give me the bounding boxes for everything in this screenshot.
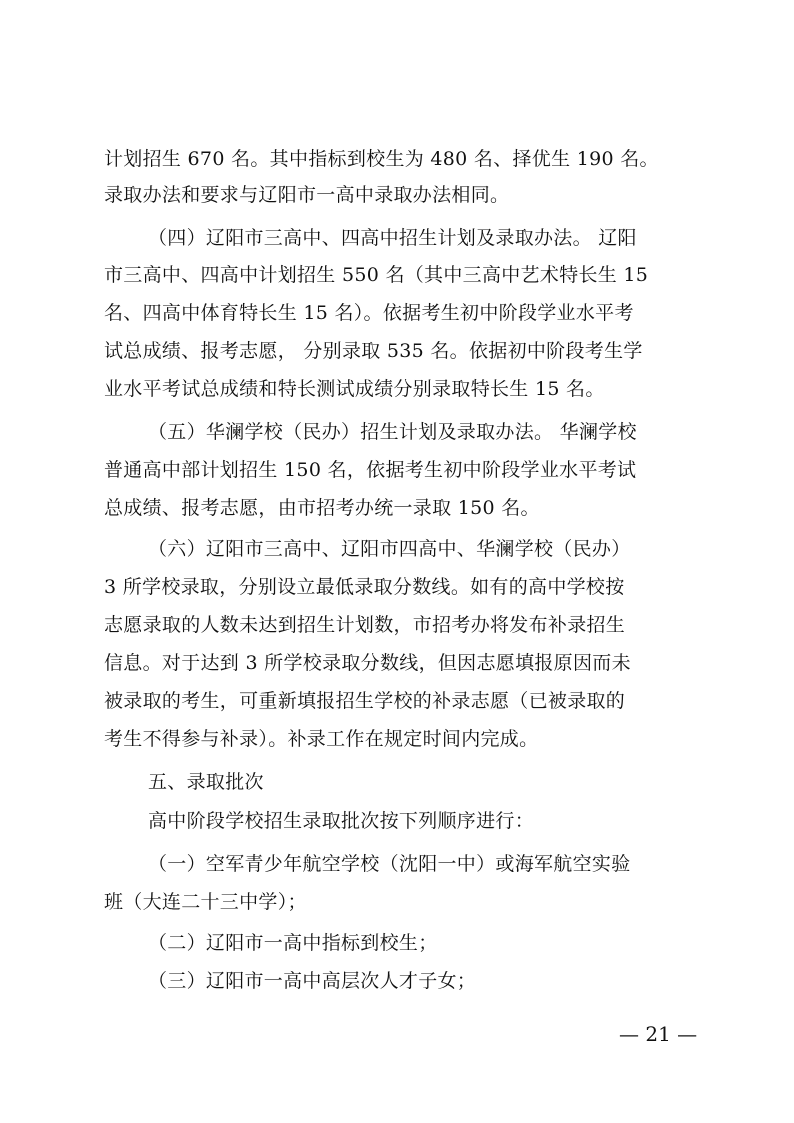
- text-line: 市三高中、四高中计划招生 550 名（其中三高中艺术特长生 15: [104, 264, 649, 286]
- text-line: 录取办法和要求与辽阳市一高中录取办法相同。: [104, 184, 510, 206]
- text-line: 名、四高中体育特长生 15 名）。依据考生初中阶段学业水平考: [104, 302, 634, 324]
- text-line: 总成绩、报考志愿，由市招考办统一录取 150 名。: [104, 497, 540, 519]
- text-line: 3 所学校录取，分别设立最低录取分数线。如有的高中学校按: [104, 576, 625, 598]
- text-line: （四）辽阳市三高中、四高中招生计划及录取办法。 辽阳: [148, 227, 637, 249]
- list-item: （一）空军青少年航空学校（沈阳一中）或海军航空实验: [148, 853, 631, 875]
- text-line: 普通高中部计划招生 150 名，依据考生初中阶段学业水平考试: [104, 459, 637, 481]
- section-heading: 五、录取批次: [148, 771, 264, 793]
- text-line: 考生不得参与补录）。补录工作在规定时间内完成。: [104, 728, 539, 750]
- list-item: （三）辽阳市一高中高层次人才子女；: [148, 970, 477, 992]
- text-line: （五）华澜学校（民办）招生计划及录取办法。 华澜学校: [148, 421, 637, 443]
- text-line: 志愿录取的人数未达到招生计划数，市招考办将发布补录招生: [104, 614, 626, 636]
- text-line: 试总成绩、报考志愿， 分别录取 535 名。依据初中阶段考生学: [104, 340, 643, 362]
- text-line: 计划招生 670 名。其中指标到校生为 480 名、择优生 190 名。: [104, 148, 659, 170]
- list-item-continuation: 班（大连二十三中学）；: [104, 891, 307, 913]
- text-line: 高中阶段学校招生录取批次按下列顺序进行：: [148, 810, 535, 832]
- text-line: 信息。对于达到 3 所学校录取分数线，但因志愿填报原因而未: [104, 652, 631, 674]
- text-line: 业水平考试总成绩和特长测试成绩分别录取特长生 15 名。: [104, 378, 605, 400]
- text-line: （六）辽阳市三高中、辽阳市四高中、华澜学校（民办）: [148, 538, 631, 560]
- page-number: — 21 —: [619, 1022, 698, 1046]
- list-item: （二）辽阳市一高中指标到校生；: [148, 932, 438, 954]
- text-line: 被录取的考生，可重新填报招生学校的补录志愿（已被录取的: [104, 690, 626, 712]
